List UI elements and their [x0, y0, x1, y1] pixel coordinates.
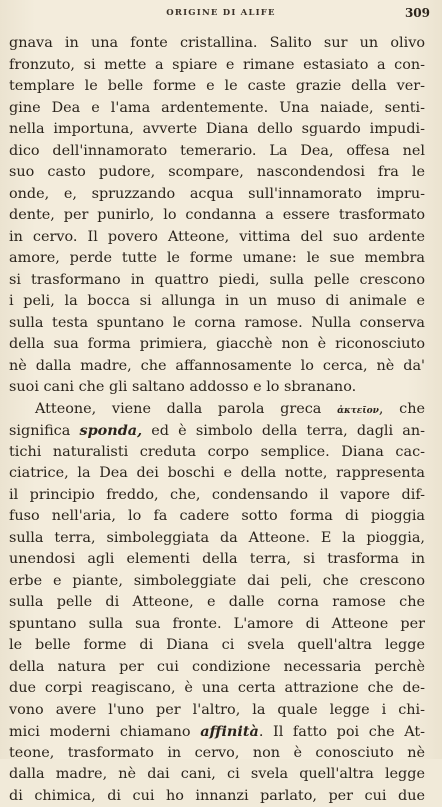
body-text: [9, 33, 425, 807]
text-line: tichi naturalisti creduta corpo semplice. Diana cac-: [9, 442, 425, 464]
text-line: gine Dea e l'ama ardentemente. Una naiade, senti-: [9, 98, 425, 120]
text-line: della sua forma primiera, giacchè non è riconosciuto: [9, 334, 425, 356]
text-line: sulla pelle di Atteone, e dalle corna ramose che: [9, 592, 425, 614]
page-number: 309: [405, 6, 430, 20]
text-line: in cervo. Il povero Atteone, vittima del suo ardente: [9, 227, 425, 249]
text-line: il principio freddo, che, condensando il vapore dif-: [9, 485, 425, 507]
text-line: sulla terra, simboleggiata da Atteone. E la pioggia,: [9, 528, 425, 550]
text-line: [9, 721, 425, 743]
text-line: amore, perde tutte le forme umane: le sue membra: [9, 248, 425, 270]
text-run: mici moderni chiamano: [9, 724, 200, 740]
text-line: fronzuto, si mette a spiare e rimane estasiato a con-: [9, 55, 425, 77]
text-line: dente, per punirlo, lo condanna a essere trasformato: [9, 205, 425, 227]
text-line: onde, e, spruzzando acqua sull'innamorato impru-: [9, 184, 425, 206]
text-run: ed è simbolo della terra, dagli an-: [142, 423, 425, 439]
text-line: erbe e piante, simboleggiate dai peli, che crescono: [9, 571, 425, 593]
text-line: spuntano sulla sua fronte. L'amore di Atteone per: [9, 614, 425, 636]
text-line: nè dalla madre, che affannosamente lo cerca, nè da': [9, 356, 425, 378]
text-line: della natura per cui condizione necessaria perchè: [9, 657, 425, 679]
text-line: ciatrice, la Dea dei boschi e della notte, rappresenta: [9, 463, 425, 485]
text-line: dalla madre, nè dai cani, ci svela quell'altra legge: [9, 764, 425, 786]
text-run: significa: [9, 423, 79, 439]
text-line: nella importuna, avverte Diana dello sguardo impudi-: [9, 119, 425, 141]
greek-word: ἀκτεῖον: [337, 406, 379, 416]
text-line: sulla testa spuntano le corna ramose. Nulla conserva: [9, 313, 425, 335]
text-line: [9, 420, 425, 442]
text-line: teone, trasformato in cervo, non è conosciuto nè: [9, 743, 425, 765]
text-line: templare le belle forme e le caste grazie della ver-: [9, 76, 425, 98]
text-line: le belle forme di Diana ci svela quell'altra legge: [9, 635, 425, 657]
emphasized-word: affinità: [200, 723, 259, 740]
text-line: unendosi agli elementi della terra, si trasforma in: [9, 549, 425, 571]
text-line: dico dell'innamorato temerario. La Dea, offesa nel: [9, 141, 425, 163]
text-line: di chimica, di cui ho innanzi parlato, per cui due: [9, 786, 425, 807]
running-header: [0, 6, 442, 22]
emphasized-word: sponda,: [79, 422, 142, 439]
running-title: ORIGINE DI ALIFE: [0, 8, 442, 18]
text-line: fuso nell'aria, lo fa cadere sotto forma di pioggia: [9, 506, 425, 528]
text-run: , che: [379, 401, 425, 417]
text-line: si trasformano in quattro piedi, sulla pelle crescono: [9, 270, 425, 292]
text-run: Atteone, viene dalla parola greca: [35, 401, 337, 417]
text-line: [9, 399, 425, 421]
text-line: vono avere l'uno per l'altro, la quale legge i chi-: [9, 700, 425, 722]
text-run: . Il fatto poi che At-: [259, 724, 425, 740]
text-line: i peli, la bocca si allunga in un muso di animale e: [9, 291, 425, 313]
text-line: suoi cani che gli saltano addosso e lo sbranano.: [9, 377, 425, 399]
text-line: suo casto pudore, scompare, nascondendosi fra le: [9, 162, 425, 184]
text-line: due corpi reagiscano, è una certa attrazione che de-: [9, 678, 425, 700]
text-line: gnava in una fonte cristallina. Salito sur un olivo: [9, 33, 425, 55]
